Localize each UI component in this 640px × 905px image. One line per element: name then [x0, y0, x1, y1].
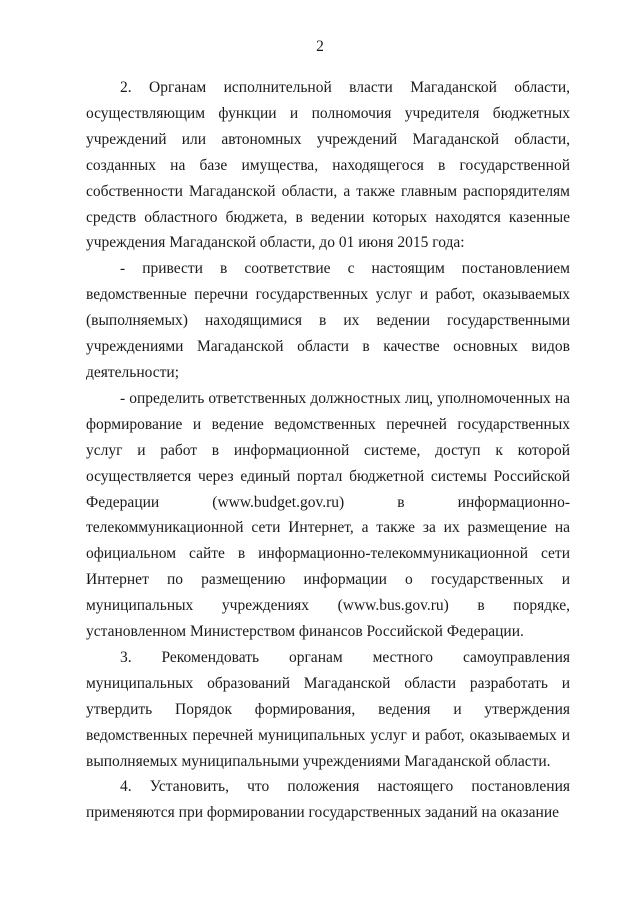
document-body [86, 75, 570, 826]
paragraph-2: 2. Органам исполнительной власти Магаданской области, осуществляющим функции и полномочия учредителя бюджетных учреждений или автономных учреждений Магаданской области, созданных на базе имущества, находящегося в государственной собственности Магаданской области, а также главным распорядителям средств областного бюджета, в ведении которых находятся казенные учреждения Магаданской области, до 01 июня 2015 года: [86, 79, 570, 252]
paragraph-4: 4. Установить, что положения настоящего постановления применяются при формировании государственных заданий на оказание [86, 778, 570, 822]
paragraph-bullet-2: - определить ответственных должностных лиц, уполномоченных на формирование и ведение ведомственных перечней государственных услуг и работ в информационной системе, доступ к которой осуществляется через единый портал бюджетной системы Российской Федерации (www.budget.gov.ru) в информационно-телекоммуникационной сети Интернет, а также за их размещение на официальном сайте в информационно-телекоммуникационной сети Интернет по размещению информации о государственных и муниципальных учреждениях (www.bus.gov.ru) в порядке, установленном Министерством финансов Российской Федерации. [86, 389, 570, 641]
page-number: 2 [316, 38, 324, 55]
paragraph-bullet-1: - привести в соответствие с настоящим постановлением ведомственные перечни государственных услуг и работ, оказываемых (выполняемых) находящимися в их ведении государственными учреждениями Магаданской области в качестве основных видов деятельности; [86, 260, 570, 381]
paragraph-3: 3. Рекомендовать органам местного самоуправления муниципальных образований Магаданской области разработать и утвердить Порядок формирования, ведения и утверждения ведомственных перечней муниципальных услуг и работ, оказываемых и выполняемых муниципальными учреждениями Магаданской области. [86, 648, 570, 770]
